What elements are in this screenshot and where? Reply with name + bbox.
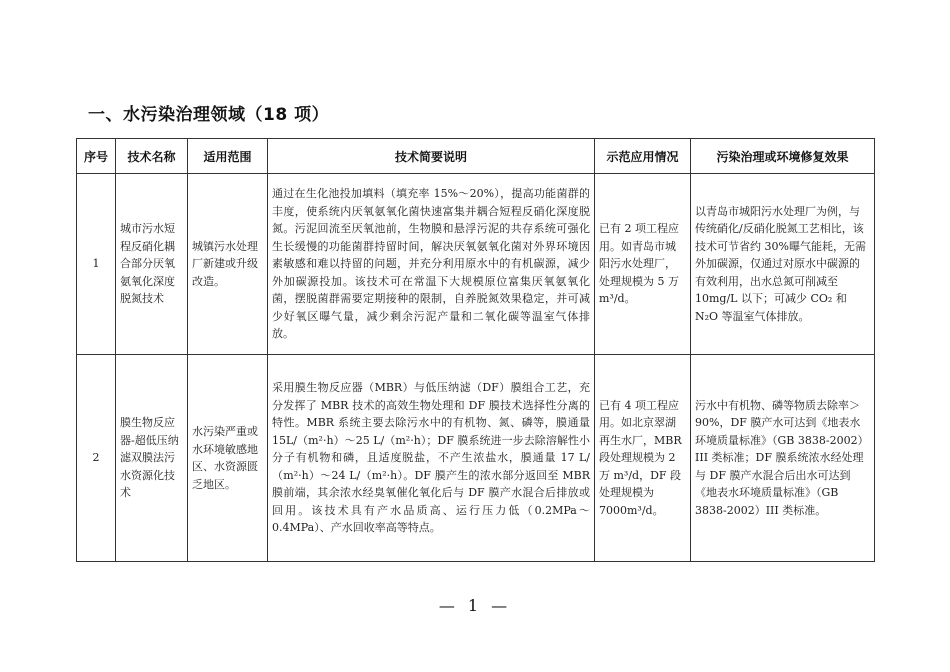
row-application: 已有 2 项工程应用。如青岛市城阳污水处理厂，处理规模为 5 万 m³/d。 — [595, 174, 691, 355]
row-serial-no: 2 — [77, 355, 116, 562]
row-description: 采用膜生物反应器（MBR）与低压纳滤（DF）膜组合工艺，充分发挥了 MBR 技术的高效生物处理和 DF 膜技术选择性分离的特性。MBR 系统主要去除污水中的有机物、氮、磷等，膜通量 15L/（m²·h）～25 L/（m²·h）；DF 膜系统进一步去除溶解性小分子有机物和磷，且适度脱盐，不产生浓盐水，膜通量 17 L/（m²·h）～24 L/（m²·h）。DF 膜产生的浓水部分返回至 MBR 膜前端，其余浓水经臭氧催化氧化后与 DF 膜产水混合后排放或回用。该技术具有产水品质高、运行压力低（0.2MPa～0.4MPa）、产水回收率高等特点。 — [268, 355, 595, 562]
row-effect: 污水中有机物、磷等物质去除率＞90%，DF 膜产水可达到《地表水环境质量标准》（GB 3838-2002）III 类标准；DF 膜系统浓水经处理与 DF 膜产水混合后出水可达到《地表水环境质量标准》（GB 3838-2002）III 类标准。 — [691, 355, 875, 562]
row-effect: 以青岛市城阳污水处理厂为例，与传统硝化/反硝化脱氮工艺相比，该技术可节省约 30%曝气能耗，无需外加碳源，仅通过对原水中碳源的有效利用，出水总氮可削减至 10mg/L 以下；可减少 CO₂ 和 N₂O 等温室气体排放。 — [691, 174, 875, 355]
row-description: 通过在生化池投加填料（填充率 15%～20%），提高功能菌群的丰度，使系统内厌氧氨氧化菌快速富集并耦合短程反硝化深度脱氮。污泥回流至厌氧池前，生物膜和悬浮污泥的共存系统可强化生长缓慢的功能菌群持留时间，解决厌氧氨氧化菌对外界环境因素敏感和难以持留的问题，并充分利用原水中的有机碳源，减少外加碳源投加。该技术可在常温下大规模原位富集厌氧氨氧化菌，摆脱菌群需要定期接种的限制，自养脱氮效果稳定，并可减少好氧区曝气量，减少剩余污泥产量和二氧化碳等温室气体排放。 — [268, 174, 595, 355]
header-tech-name: 技术名称 — [116, 139, 188, 174]
row-scope: 城镇污水处理厂新建或升级改造。 — [188, 174, 268, 355]
section-title: 一、水污染治理领域（18 项） — [88, 105, 330, 125]
table-header-row — [77, 139, 875, 174]
page-number: — 1 — — [438, 596, 512, 615]
header-effect: 污染治理或环境修复效果 — [691, 139, 875, 174]
header-scope: 适用范围 — [188, 139, 268, 174]
header-serial-no: 序号 — [77, 139, 116, 174]
table-row — [77, 355, 875, 562]
row-scope: 水污染严重或水环境敏感地区、水资源匮乏地区。 — [188, 355, 268, 562]
header-description: 技术简要说明 — [268, 139, 595, 174]
row-application: 已有 4 项工程应用。如北京翠湖再生水厂，MBR 段处理规模为 2 万 m³/d，DF 段处理规模为 7000m³/d。 — [595, 355, 691, 562]
row-serial-no: 1 — [77, 174, 116, 355]
row-tech-name: 城市污水短程反硝化耦合部分厌氧氨氧化深度脱氮技术 — [116, 174, 188, 355]
header-application: 示范应用情况 — [595, 139, 691, 174]
row-tech-name: 膜生物反应器-超低压纳滤双膜法污水资源化技术 — [116, 355, 188, 562]
technology-table — [76, 138, 875, 562]
table-row — [77, 174, 875, 355]
